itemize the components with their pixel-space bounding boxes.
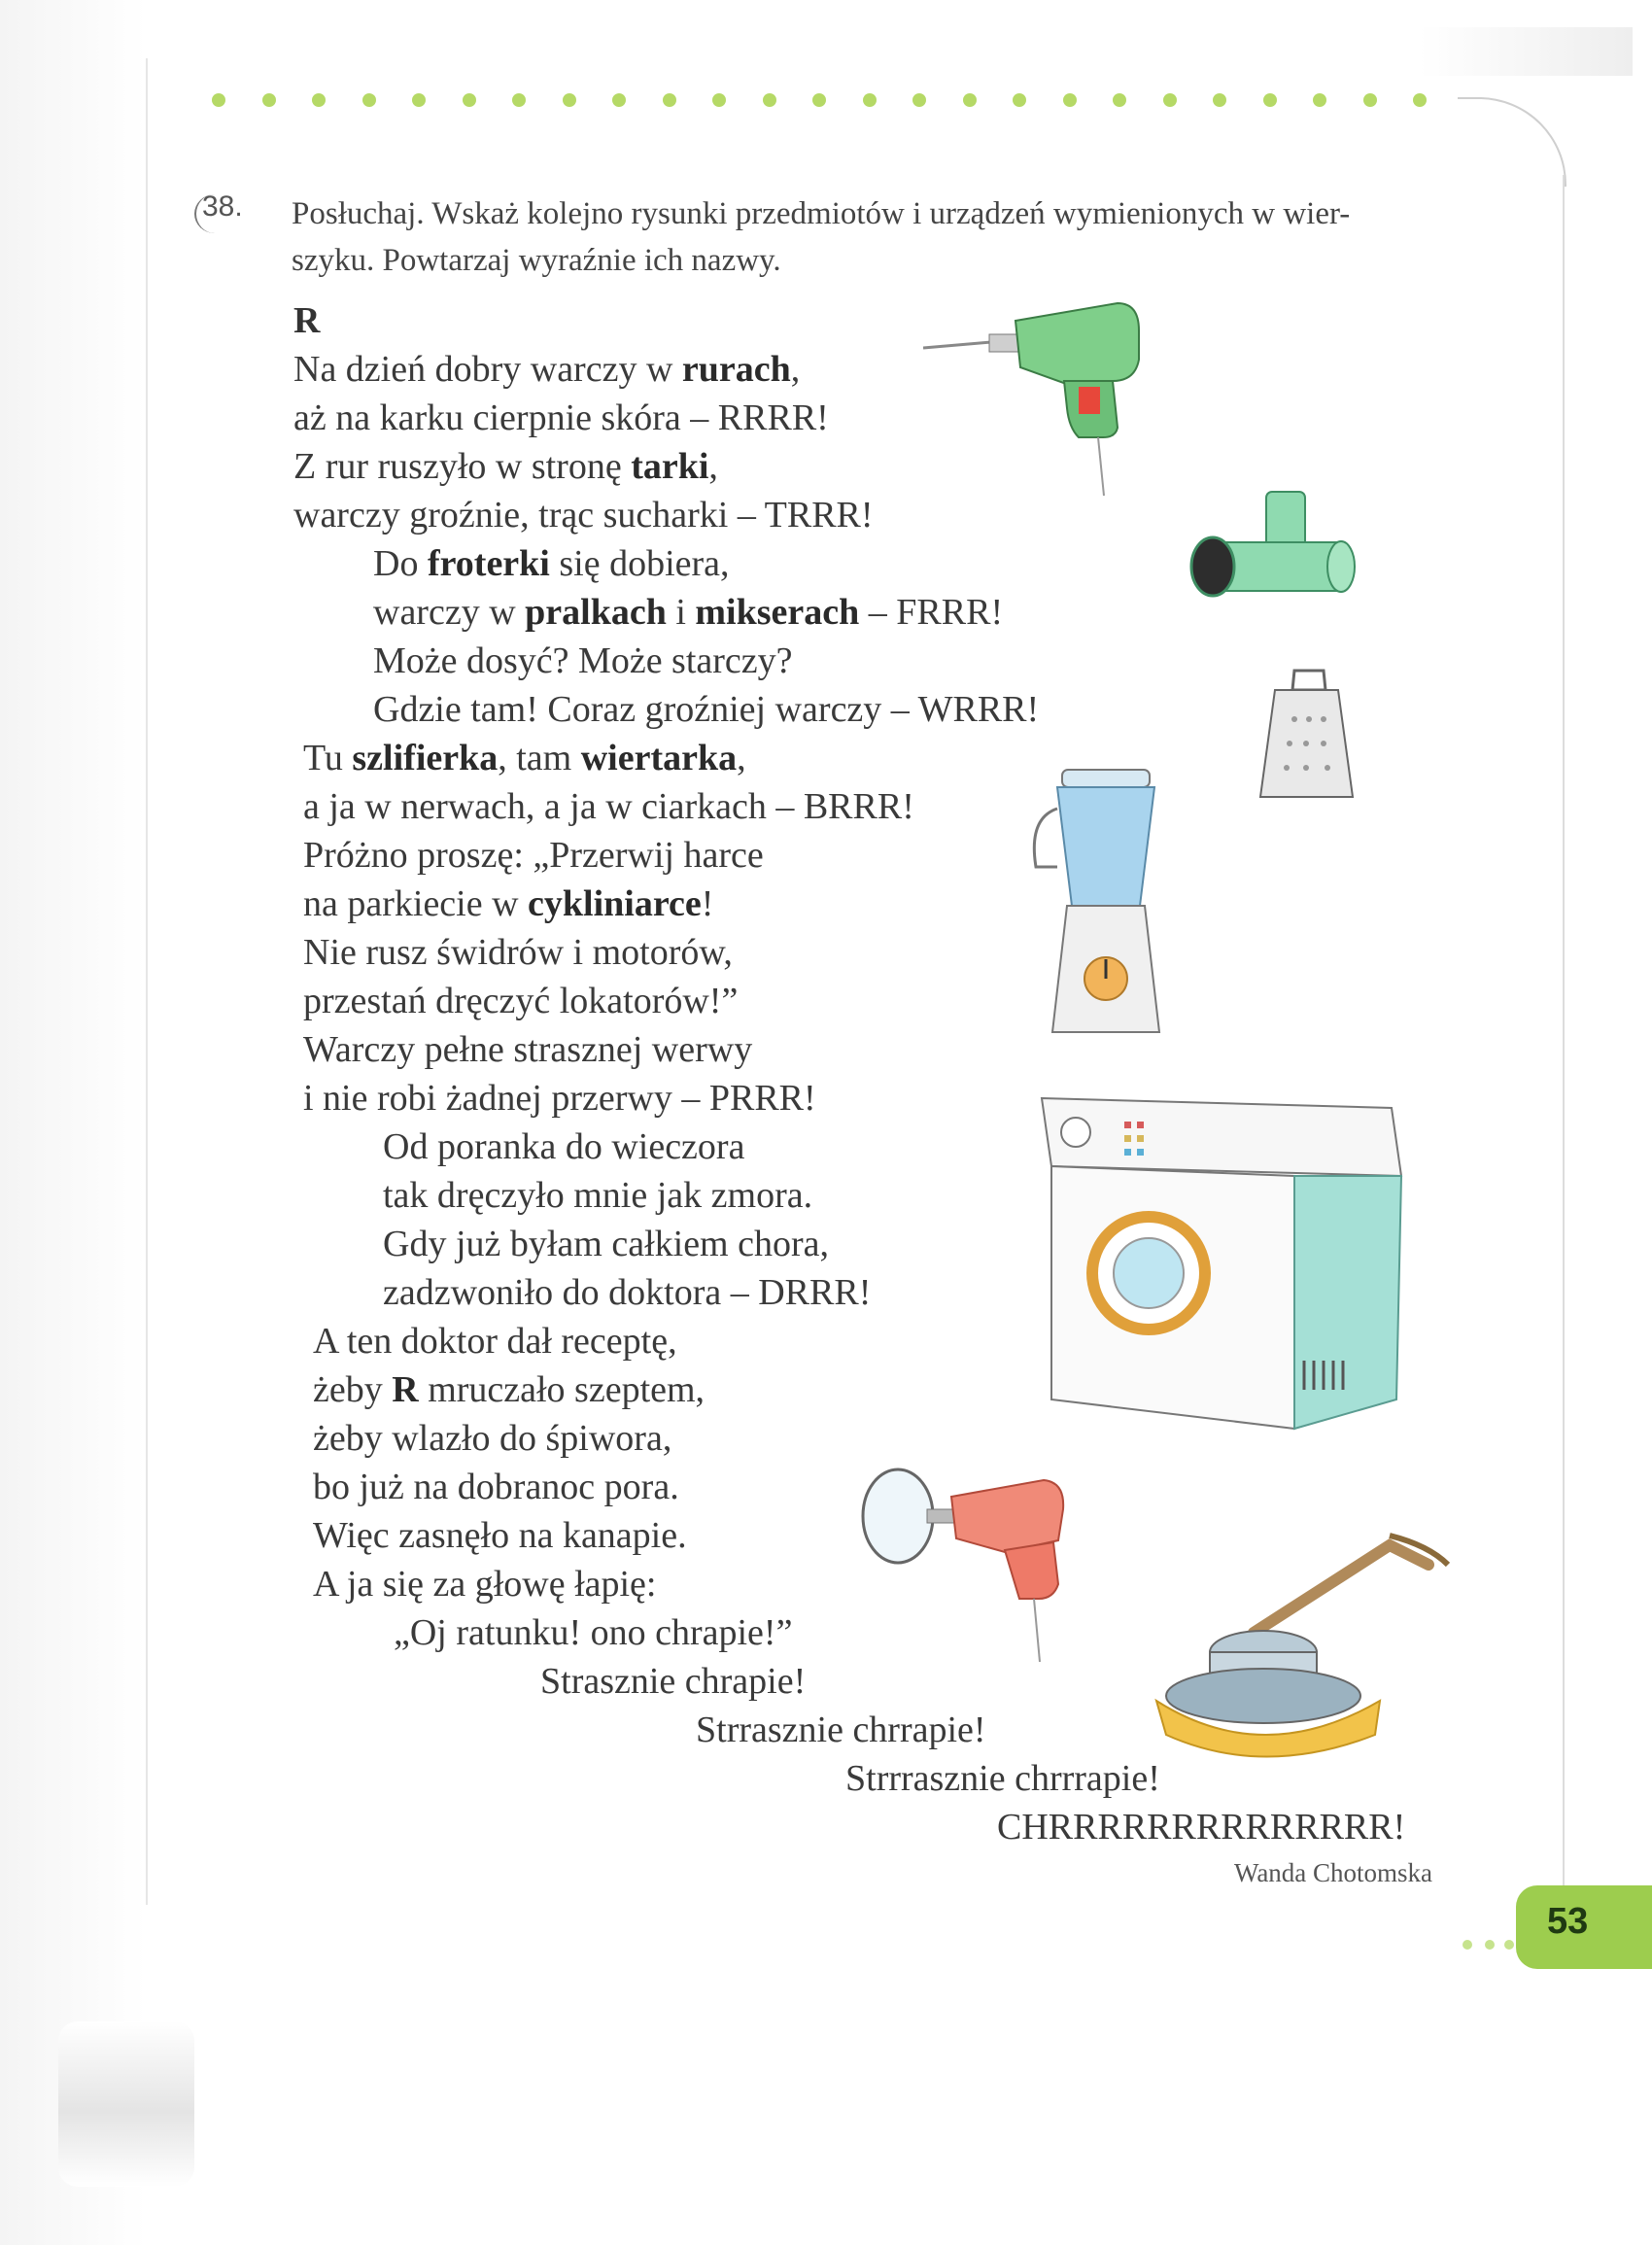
poem-line bbox=[303, 880, 713, 928]
poem-text: Do bbox=[373, 543, 428, 584]
poem-text: CHRRRRRRRRRRRRRR! bbox=[997, 1807, 1406, 1848]
poem-line bbox=[303, 1074, 816, 1122]
washing-machine-icon bbox=[1032, 1079, 1411, 1438]
poem-line bbox=[997, 1803, 1405, 1851]
poem-text: przestań dręczyć lokatorów!” bbox=[303, 981, 739, 1021]
poem-line bbox=[293, 491, 874, 539]
poem-text: tak dręczyło mnie jak zmora. bbox=[383, 1175, 813, 1216]
poem-line bbox=[303, 1025, 752, 1074]
poem-line bbox=[313, 1560, 657, 1608]
tab-dot bbox=[1485, 1940, 1495, 1950]
decorative-dot bbox=[1213, 93, 1226, 107]
poem-line bbox=[303, 782, 914, 831]
decorative-dot bbox=[812, 93, 826, 107]
scan-shadow-top bbox=[1419, 27, 1633, 76]
scan-shadow-left bbox=[0, 0, 146, 2245]
poem-text: Strrasznie chrrapie! bbox=[696, 1710, 986, 1750]
poem-line bbox=[383, 1171, 812, 1220]
poem-text: ! bbox=[701, 883, 714, 924]
poem-line bbox=[845, 1754, 1160, 1803]
poem-text: , bbox=[790, 349, 801, 390]
poem-text: Więc zasnęło na kanapie. bbox=[313, 1515, 687, 1556]
poem-line bbox=[303, 928, 733, 977]
decorative-dot bbox=[463, 93, 476, 107]
poem-keyword: R bbox=[392, 1369, 419, 1410]
decorative-dot bbox=[1363, 93, 1377, 107]
poem-text: a ja w nerwach, a ja w ciarkach – BRRR! bbox=[303, 786, 914, 827]
decorative-dot bbox=[863, 93, 877, 107]
frame-left-edge bbox=[146, 58, 148, 1905]
poem-text: bo już na dobranoc pora. bbox=[313, 1467, 679, 1507]
poem-text: Gdy już byłam całkiem chora, bbox=[383, 1224, 830, 1264]
decorative-dot bbox=[262, 93, 276, 107]
poem-keyword: szlifierka bbox=[352, 738, 499, 778]
decorative-dot bbox=[312, 93, 326, 107]
decorative-dot bbox=[1263, 93, 1277, 107]
poem-line bbox=[293, 345, 800, 394]
floor-polisher-icon bbox=[1137, 1526, 1477, 1779]
exercise-number-arc bbox=[194, 194, 235, 233]
poem-text: , bbox=[708, 446, 718, 487]
tab-dot bbox=[1463, 1940, 1472, 1950]
poem-text: warczy groźnie, trąc sucharki – TRRR! bbox=[293, 495, 874, 535]
decorative-dot bbox=[612, 93, 626, 107]
poem-line bbox=[540, 1657, 806, 1706]
poem-line bbox=[293, 394, 829, 442]
decorative-dot bbox=[563, 93, 576, 107]
decorative-dot bbox=[663, 93, 676, 107]
poem-text: żeby bbox=[313, 1369, 393, 1410]
exercise-instruction bbox=[292, 190, 1497, 284]
decorative-dot bbox=[412, 93, 426, 107]
poem-line bbox=[313, 1511, 687, 1560]
poem-text: , bbox=[737, 738, 746, 778]
grater-icon bbox=[1246, 661, 1362, 807]
poem-text: Nie rusz świdrów i motorów, bbox=[303, 932, 733, 973]
poem-line bbox=[303, 734, 746, 782]
poem-text: – FRRR! bbox=[859, 592, 1004, 633]
blender-icon bbox=[1018, 760, 1193, 1052]
poem-author: Wanda Chotomska bbox=[1234, 1858, 1433, 1887]
poem-text: Tu bbox=[303, 738, 353, 778]
poem-text: Strasznie chrapie! bbox=[540, 1661, 807, 1702]
frame-right-edge bbox=[1563, 175, 1565, 1885]
poem-text: A ten doktor dał receptę, bbox=[313, 1321, 677, 1362]
poem-text: Próżno proszę: „Przerwij harce bbox=[303, 835, 764, 876]
poem-keyword: mikserach bbox=[695, 592, 860, 633]
poem-line bbox=[313, 1463, 679, 1511]
exercise-number bbox=[202, 190, 243, 224]
decorative-dot bbox=[1013, 93, 1026, 107]
decorative-dot bbox=[912, 93, 926, 107]
poem-text: mruczało szeptem, bbox=[418, 1369, 706, 1410]
poem-text: żeby wlazło do śpiwora, bbox=[313, 1418, 672, 1459]
poem-keyword: cykliniarce bbox=[528, 883, 702, 924]
decorative-dot bbox=[963, 93, 977, 107]
poem-text: Strrrasznie chrrrapie! bbox=[845, 1758, 1160, 1799]
decorative-dot bbox=[763, 93, 776, 107]
decorative-dot bbox=[1063, 93, 1077, 107]
poem-line bbox=[373, 637, 793, 685]
decorative-dot bbox=[512, 93, 526, 107]
poem-line bbox=[373, 588, 1003, 637]
poem-text: Na dzień dobry warczy w bbox=[293, 349, 682, 390]
sander-drill-icon bbox=[859, 1463, 1073, 1676]
poem-line bbox=[303, 977, 738, 1025]
decorative-dot bbox=[1113, 93, 1126, 107]
pipe-tee-icon bbox=[1184, 484, 1368, 620]
poem-text: i nie robi żadnej przerwy – PRRR! bbox=[303, 1078, 816, 1119]
poem-text: zadzwoniło do doktora – DRRR! bbox=[383, 1272, 872, 1313]
decorative-dot bbox=[212, 93, 225, 107]
poem-keyword: rurach bbox=[681, 349, 791, 390]
poem-text: się dobiera, bbox=[549, 543, 730, 584]
poem-title: R bbox=[293, 300, 321, 341]
poem-line bbox=[313, 1317, 677, 1365]
decorative-dot bbox=[1413, 93, 1427, 107]
poem-keyword: froterki bbox=[427, 543, 550, 584]
poem-line bbox=[303, 831, 764, 880]
decorative-dot bbox=[712, 93, 726, 107]
drill-icon bbox=[923, 292, 1147, 505]
poem-line bbox=[383, 1122, 744, 1171]
decorative-dot bbox=[1313, 93, 1326, 107]
decorative-dot-row bbox=[212, 93, 1436, 113]
page-number: 53 bbox=[1547, 1901, 1589, 1942]
poem-keyword: pralkach bbox=[525, 592, 667, 633]
poem-line bbox=[293, 442, 718, 491]
poem-line bbox=[383, 1220, 829, 1268]
poem-line bbox=[383, 1268, 871, 1317]
poem-text: Warczy pełne strasznej werwy bbox=[303, 1029, 753, 1070]
poem-text: i bbox=[666, 592, 696, 633]
exercise-number-text: 38. bbox=[202, 190, 243, 223]
tab-dot bbox=[1504, 1940, 1514, 1950]
poem-line bbox=[394, 1608, 792, 1657]
poem-line bbox=[696, 1706, 986, 1754]
poem-keyword: tarki bbox=[631, 446, 709, 487]
frame-curve bbox=[1458, 97, 1566, 187]
poem-text: Gdzie tam! Coraz groźniej warczy – WRRR! bbox=[373, 689, 1040, 730]
instruction-line-2: szyku. Powtarzaj wyraźnie ich nazwy. bbox=[292, 243, 781, 278]
decorative-dot bbox=[1163, 93, 1177, 107]
poem-text: A ja się za głowę łapię: bbox=[313, 1564, 657, 1605]
poem-text: aż na karku cierpnie skóra – RRRR! bbox=[293, 397, 829, 438]
poem-text: , tam bbox=[498, 738, 581, 778]
instruction-line-1: Posłuchaj. Wskaż kolejno rysunki przedmiotów i urządzeń wymienionych w wier- bbox=[292, 196, 1351, 231]
poem-text: warczy w bbox=[373, 592, 526, 633]
poem-text: Z rur ruszyło w stronę bbox=[293, 446, 632, 487]
decorative-dot bbox=[362, 93, 376, 107]
poem-line bbox=[313, 1414, 671, 1463]
poem-line bbox=[313, 1365, 705, 1414]
poem-text: Może dosyć? Może starczy? bbox=[373, 640, 793, 681]
scan-shadow-bottom bbox=[58, 2021, 194, 2187]
poem-keyword: wiertarka bbox=[580, 738, 738, 778]
poem-line bbox=[373, 685, 1039, 734]
poem-text: Od poranka do wieczora bbox=[383, 1126, 745, 1167]
poem-line bbox=[373, 539, 730, 588]
poem-text: „Oj ratunku! ono chrapie!” bbox=[394, 1612, 793, 1653]
poem-text: na parkiecie w bbox=[303, 883, 529, 924]
